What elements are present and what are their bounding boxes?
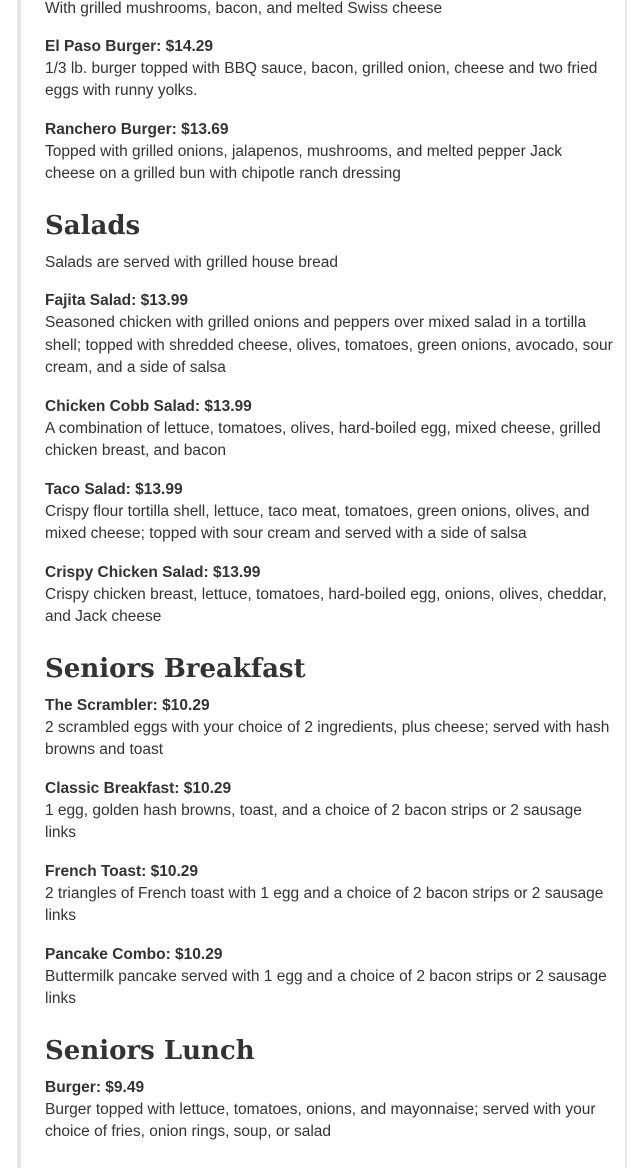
item-title: Ranchero Burger: $13.69 xyxy=(45,120,229,138)
menu-item-the-scrambler xyxy=(45,695,615,762)
menu-item-french-toast xyxy=(45,861,615,928)
menu-item-fajita-salad xyxy=(45,290,615,380)
item-description: 2 scrambled eggs with your choice of 2 ingredients, plus cheese; served with hash browns and toast xyxy=(45,718,610,758)
menu-panel xyxy=(17,0,627,1168)
item-description: Crispy chicken breast, lettuce, tomatoes, hard-boiled egg, onions, olives, cheddar, and Jack cheese xyxy=(45,585,607,625)
section-note: Salads are served with grilled house bread xyxy=(45,253,338,271)
menu-content xyxy=(45,0,615,1160)
section-heading-seniors-breakfast: Seniors Breakfast xyxy=(45,653,306,684)
item-title: Crispy Chicken Salad: $13.99 xyxy=(45,563,261,581)
menu-item-classic-breakfast xyxy=(45,778,615,845)
item-title: Taco Salad: $13.99 xyxy=(45,480,183,498)
menu-item-taco-salad xyxy=(45,479,615,546)
item-description: 2 triangles of French toast with 1 egg and a choice of 2 bacon strips or 2 sausage links xyxy=(45,884,604,924)
item-description: With grilled mushrooms, bacon, and melted Swiss cheese xyxy=(45,0,443,17)
menu-item-el-paso-burger xyxy=(45,36,615,103)
item-description: Crispy flour tortilla shell, lettuce, taco meat, tomatoes, green onions, olives, and mixed cheese; topped with sour cream and served with a side of salsa xyxy=(45,502,590,542)
menu-item-chicken-cobb-salad xyxy=(45,396,615,463)
menu-item-senior-burger xyxy=(45,1077,615,1144)
section-heading-seniors-lunch: Seniors Lunch xyxy=(45,1035,255,1066)
item-description: Burger topped with lettuce, tomatoes, onions, and mayonnaise; served with your choice of fries, onion rings, soup, or salad xyxy=(45,1100,596,1140)
menu-item-pancake-combo xyxy=(45,944,615,1011)
item-description: Seasoned chicken with grilled onions and peppers over mixed salad in a tortilla shell; topped with shredded cheese, olives, tomatoes, green onions, avocado, sour cream, and a side of salsa xyxy=(45,314,613,376)
menu-item-crispy-chicken-salad xyxy=(45,562,615,629)
item-description: A combination of lettuce, tomatoes, olives, hard-boiled egg, mixed cheese, grilled chicken breast, and bacon xyxy=(45,419,601,459)
item-description: Buttermilk pancake served with 1 egg and a choice of 2 bacon strips or 2 sausage links xyxy=(45,967,607,1007)
menu-item xyxy=(45,0,615,21)
item-title: French Toast: $10.29 xyxy=(45,862,199,880)
item-description: 1 egg, golden hash browns, toast, and a choice of 2 bacon strips or 2 sausage links xyxy=(45,801,582,841)
item-description: Topped with grilled onions, jalapenos, mushrooms, and melted pepper Jack cheese on a grilled bun with chipotle ranch dressing xyxy=(45,142,562,182)
item-title: Chicken Cobb Salad: $13.99 xyxy=(45,397,252,415)
item-title: Pancake Combo: $10.29 xyxy=(45,945,223,963)
item-title: El Paso Burger: $14.29 xyxy=(45,37,213,55)
item-title: Burger: $9.49 xyxy=(45,1078,145,1096)
section-heading-salads: Salads xyxy=(45,210,141,241)
item-title: Fajita Salad: $13.99 xyxy=(45,292,189,309)
menu-item-ranchero-burger xyxy=(45,119,615,186)
item-title: The Scrambler: $10.29 xyxy=(45,696,210,714)
item-title: Classic Breakfast: $10.29 xyxy=(45,779,232,797)
item-description: 1/3 lb. burger topped with BBQ sauce, bacon, grilled onion, cheese and two fried eggs with runny yolks. xyxy=(45,59,598,99)
